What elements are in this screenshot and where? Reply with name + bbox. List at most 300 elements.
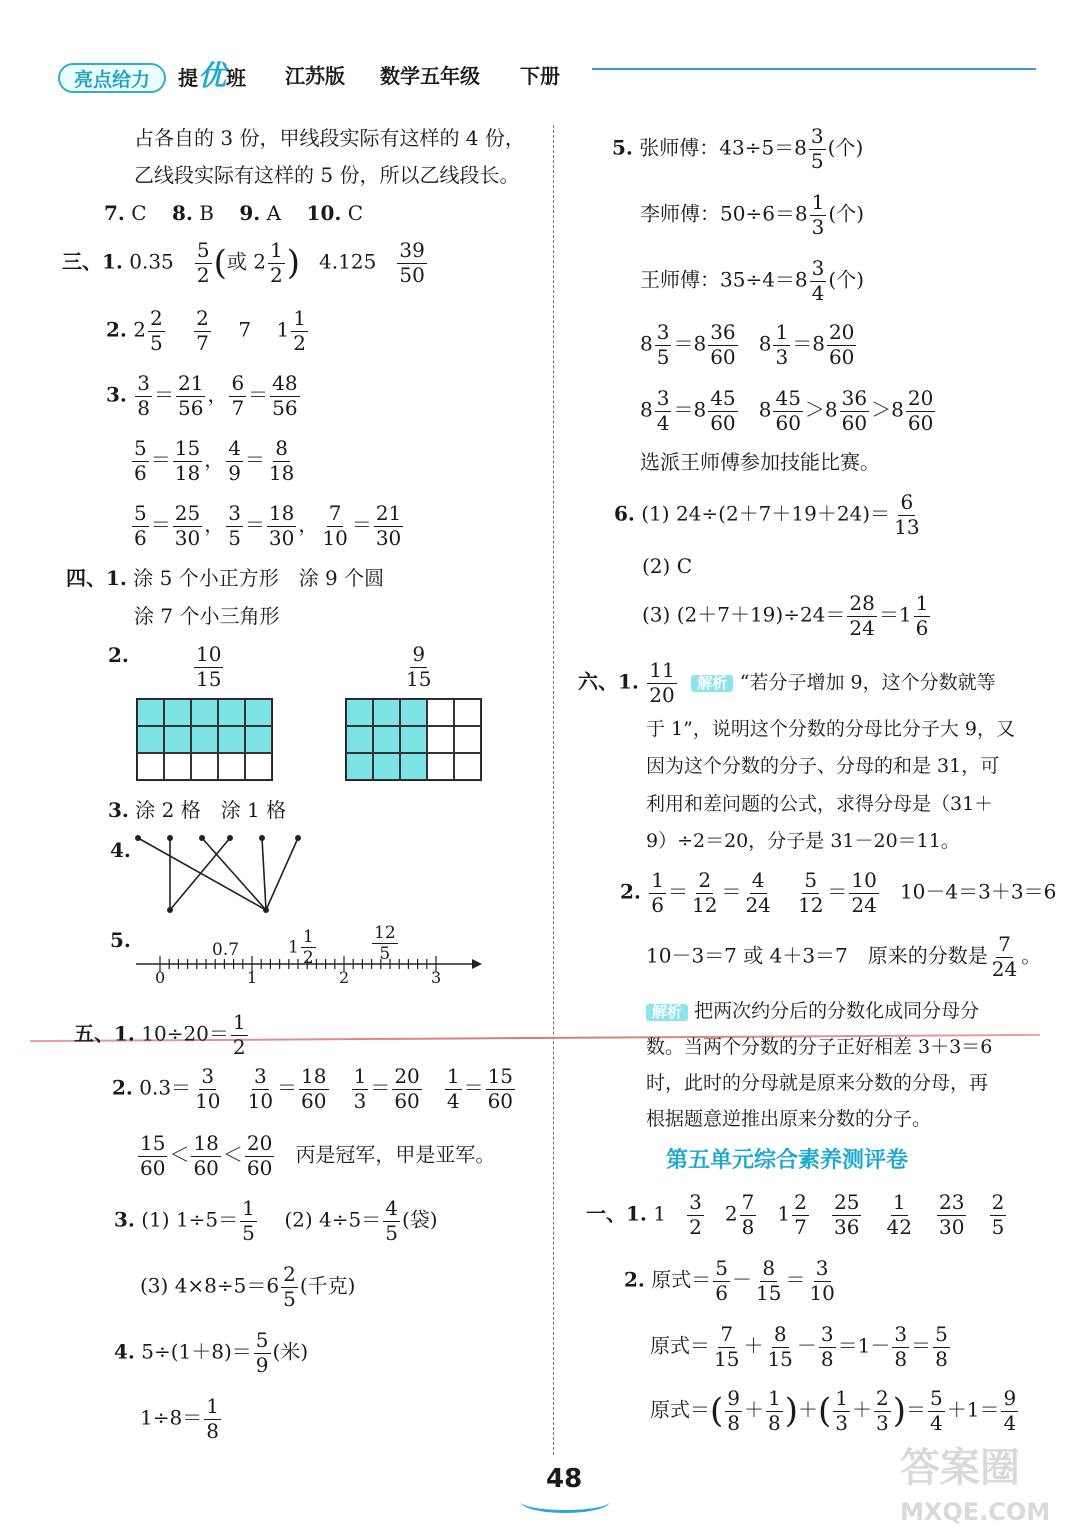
numerator: 1 <box>353 1064 367 1088</box>
s5-q2: 2. 0.3＝ $\frac{3}{10}$ $\frac{3}{10}$ ＝ $\frac{18}{60}$ $\frac{1}{3}$ ＝ $\frac{20}{60}$ $\frac{1}{4}$ ＝ $\frac{15}{60}$ <box>112 1064 514 1113</box>
whole: 1 <box>777 1201 791 1226</box>
numerator: 4 <box>228 436 241 460</box>
denominator: 6 <box>915 615 929 640</box>
denominator: 24 <box>851 892 877 917</box>
equation: (1) 24÷(2＋7＋19＋24)＝ <box>641 501 891 526</box>
grid-cell <box>245 699 272 726</box>
q-num: 4. <box>110 838 131 862</box>
series-part: 优 <box>198 59 227 92</box>
series-part: 提 <box>178 66 198 90</box>
whole: 2 <box>133 317 146 342</box>
numerator: 3 <box>656 386 670 410</box>
q-num: 2. <box>112 1075 133 1100</box>
fraction <box>827 322 856 368</box>
numerator: 1 <box>302 927 314 947</box>
equation: 李师傅：50÷6＝8 <box>640 201 808 226</box>
grid-cell <box>137 699 164 726</box>
analysis-tag: 解析 <box>646 1004 688 1021</box>
numerator: 25 <box>833 1190 860 1214</box>
fraction <box>914 593 931 639</box>
numerator: 1 <box>242 1196 255 1220</box>
denominator: 50 <box>399 262 425 287</box>
denominator: 7 <box>794 1214 807 1239</box>
numerator: 2 <box>991 1190 1005 1214</box>
fraction <box>906 388 935 434</box>
denominator: 5 <box>283 1286 296 1311</box>
numerator: 7 <box>998 932 1011 956</box>
denominator: 10 <box>195 1088 221 1113</box>
numerator: 5 <box>804 868 818 892</box>
fraction <box>267 503 296 549</box>
q-num: 6. <box>614 501 635 526</box>
grid-cell <box>245 753 272 780</box>
grid-cell <box>164 753 191 780</box>
denominator: 3 <box>775 344 789 369</box>
fraction <box>267 438 296 484</box>
grid-cell <box>218 726 245 753</box>
r-q6-p3 <box>642 593 932 639</box>
answer: B <box>199 201 214 225</box>
fraction <box>132 503 149 549</box>
equation: 1÷8＝ <box>140 1405 203 1430</box>
denominator: 24 <box>991 956 1018 981</box>
fraction <box>773 322 790 368</box>
s5-q3 <box>114 1198 438 1244</box>
numerator: 2 <box>698 868 712 892</box>
denominator: 12 <box>691 892 718 917</box>
numerator: 18 <box>268 501 295 525</box>
fraction <box>148 308 165 354</box>
text: “若分子增加 9，这个分数就等 <box>739 671 996 694</box>
r-q5-conclusion: 选派王师傅参加技能比赛。 <box>640 450 880 474</box>
fraction <box>240 1198 257 1244</box>
grid-cell <box>191 726 218 753</box>
fraction <box>740 1192 757 1238</box>
section-label: 三、1. <box>62 249 123 274</box>
numerator: 1 <box>651 868 664 892</box>
r-q6-p1 <box>614 492 924 538</box>
denominator: 18 <box>174 460 201 485</box>
numerator: 1 <box>775 320 789 344</box>
denominator: 4 <box>656 410 670 435</box>
page-number: 48 <box>546 1464 583 1494</box>
equation: 5÷(1＋8)＝ <box>141 1339 252 1364</box>
grid-cell <box>427 699 454 726</box>
text-line: 乙线段实际有这样的 5 份，所以乙线段长。 <box>134 163 520 187</box>
numerator: 1 <box>269 238 283 262</box>
denominator: 8 <box>768 1410 781 1435</box>
fraction <box>849 870 878 916</box>
text: 原式＝ <box>650 1333 710 1358</box>
point-label-1: 0.7 <box>212 940 240 960</box>
grid-cell <box>346 699 373 726</box>
fraction <box>246 1066 275 1112</box>
fraction <box>445 1066 462 1112</box>
numerator: 20 <box>907 386 934 410</box>
fraction <box>708 388 737 434</box>
whole: 2 <box>724 1201 738 1226</box>
text: 。 <box>1021 943 1042 968</box>
r-q5-l4: 8 $\frac{3}{5}$ ＝8 $\frac{36}{60}$ 8 $\frac{1}{3}$ ＝8 $\frac{20}{60}$ <box>640 320 855 369</box>
q-num: 4. <box>114 1339 135 1364</box>
numerator: 1 <box>915 591 929 615</box>
numerator: 8 <box>762 1256 776 1280</box>
denominator: 10 <box>809 1280 835 1305</box>
r-u2-r1: 2. 原式＝ $\frac{5}{6}$ － $\frac{8}{15}$ ＝ $\frac{3}{10}$ <box>624 1256 835 1305</box>
denominator: 12 <box>797 892 824 917</box>
numerator: 1 <box>446 1064 460 1088</box>
fraction <box>937 1192 966 1238</box>
denominator: 6 <box>715 1280 728 1305</box>
equation: 0.3＝ <box>139 1075 192 1100</box>
fraction <box>397 240 426 286</box>
q-num: 10. <box>306 201 342 225</box>
unit-title: 第五单元综合素养测评卷 <box>666 1148 909 1173</box>
denominator: 15 <box>714 1346 740 1371</box>
subject: 数学五年级 <box>380 64 480 88</box>
denominator: 60 <box>487 1088 514 1113</box>
numerator: 18 <box>301 1064 327 1088</box>
answer: C <box>347 201 363 225</box>
text-line: 因为这个分数的分子、分母的和是 31，可 <box>646 755 1000 777</box>
r-u2-r2: 原式＝ $\frac{7}{15}$ ＋ $\frac{8}{15}$ － $\frac{3}{8}$ ＝1－ $\frac{3}{8}$ ＝ $\frac{5}{8}$ <box>650 1322 948 1371</box>
denominator: 9 <box>255 1352 269 1377</box>
numerator: 8 <box>773 1322 787 1346</box>
fraction <box>810 192 827 238</box>
denominator: 4 <box>1003 1410 1017 1435</box>
denominator: 5 <box>810 148 824 173</box>
fraction-label-2 <box>402 644 435 690</box>
denominator: 60 <box>828 344 855 369</box>
numerator: 5 <box>134 436 147 460</box>
denominator: 15 <box>406 666 432 691</box>
tick-label-0: 0 <box>155 968 166 987</box>
fraction <box>892 492 921 538</box>
numerator: 2 <box>283 1262 296 1286</box>
fraction <box>690 870 719 916</box>
fraction <box>383 1198 400 1244</box>
numerator: 9 <box>412 642 426 666</box>
equation: ＝1 <box>878 602 912 627</box>
s3-q2 <box>106 308 310 354</box>
unit: (个) <box>828 201 864 226</box>
numerator: 5 <box>134 501 147 525</box>
denominator: 8 <box>727 1410 740 1435</box>
q-num: 2. <box>108 643 129 667</box>
fraction <box>404 644 433 690</box>
numerator: 21 <box>177 371 204 395</box>
grid-cell <box>454 699 481 726</box>
grid-cell <box>427 753 454 780</box>
whole: 8 <box>812 331 825 356</box>
fraction <box>352 1066 369 1112</box>
denominator: 2 <box>689 1214 702 1239</box>
grid-cell <box>164 699 191 726</box>
watermark-logo: 答案圈 <box>900 1445 1020 1491</box>
tick-label-2: 2 <box>339 968 350 987</box>
fraction <box>226 503 243 549</box>
fraction <box>687 1192 704 1238</box>
series-part: 班 <box>226 66 247 90</box>
q-num: 2. <box>624 1267 645 1292</box>
denominator: 3 <box>876 1410 889 1435</box>
denominator: 5 <box>656 344 670 369</box>
text: 涂 2 格 涂 1 格 <box>135 798 287 822</box>
fraction <box>655 322 672 368</box>
denominator: 3 <box>811 214 825 239</box>
whole: 8 <box>640 331 653 356</box>
s5-q2-compare: $\frac{15}{60}$ ＜ $\frac{18}{60}$ ＜ $\frac{20}{60}$ 丙是冠军，甲是亚军。 <box>140 1131 496 1180</box>
numerator: 45 <box>710 386 736 410</box>
numerator: 2 <box>876 1386 889 1410</box>
s3-q3-r2: $\frac{5}{6}$ ＝ $\frac{15}{18}$ ， $\frac{4}{9}$ ＝ $\frac{8}{18}$ <box>134 436 295 485</box>
numerator: 4 <box>385 1196 398 1220</box>
numerator: 45 <box>775 386 801 410</box>
denominator: 15 <box>767 1346 793 1371</box>
numerator: 3 <box>820 1322 834 1346</box>
denominator: 60 <box>394 1088 420 1113</box>
match-line <box>138 838 266 910</box>
grid-cell <box>400 699 427 726</box>
fraction <box>135 373 152 419</box>
fraction <box>819 1324 836 1370</box>
numerator: 9 <box>1003 1386 1017 1410</box>
numerator: 11 <box>649 658 675 682</box>
denominator: 5 <box>149 330 163 355</box>
fraction <box>486 1066 515 1112</box>
unit: (米) <box>272 1339 309 1364</box>
fraction <box>712 1324 741 1370</box>
numerator: 2 <box>149 306 163 330</box>
text: 把两次约分后的分数化成同分母分 <box>694 1000 980 1022</box>
fraction <box>291 308 308 354</box>
denominator: 24 <box>849 615 875 640</box>
numerator: 15 <box>487 1064 514 1088</box>
fraction <box>725 1388 742 1434</box>
grid-cell <box>454 726 481 753</box>
s5-q3-p3 <box>140 1264 355 1310</box>
whole: 8 <box>640 397 653 422</box>
grid-cell <box>373 753 400 780</box>
fraction <box>132 438 149 484</box>
fraction <box>301 928 316 968</box>
q-num: 7. <box>104 201 125 225</box>
numerator: 3 <box>201 1064 215 1088</box>
numerator: 20 <box>828 320 855 344</box>
fraction <box>892 1324 909 1370</box>
fraction <box>270 373 299 419</box>
fraction <box>833 1388 850 1434</box>
denominator: 56 <box>272 395 298 420</box>
fraction <box>766 1388 783 1434</box>
numerator: 28 <box>849 591 875 615</box>
text-line: 于 1”，说明这个分数的分母比分子大 9，又 <box>646 718 1015 740</box>
denominator: 60 <box>246 1155 273 1180</box>
value: 4.125 <box>319 249 377 274</box>
text-line: 根据题意逆推出原来分数的分子。 <box>646 1108 932 1130</box>
point-label-3 <box>370 924 400 964</box>
grid-cell <box>346 753 373 780</box>
fraction <box>796 870 825 916</box>
numerator: 6 <box>231 371 245 395</box>
fraction <box>176 373 205 419</box>
text-line: 占各自的 3 份，甲线段实际有这样的 4 份， <box>134 126 525 150</box>
grid-cell <box>454 753 481 780</box>
denominator: 2 <box>232 1034 246 1059</box>
watermark-url: MXQE.COM <box>900 1498 1051 1526</box>
numerator: 5 <box>255 1328 269 1352</box>
denominator: 10 <box>322 525 348 550</box>
grid-cell <box>373 726 400 753</box>
denominator: 4 <box>811 280 825 305</box>
text: 原式＝ <box>651 1267 712 1292</box>
fraction <box>374 503 403 549</box>
denominator: 7 <box>196 330 209 355</box>
brand-logo: 亮点给力 <box>58 63 166 93</box>
text-line: 9）÷2＝20，分子是 31－20＝11。 <box>646 830 960 852</box>
q-num: 2. <box>620 879 641 904</box>
fraction <box>792 1192 809 1238</box>
numerator: 36 <box>841 386 868 410</box>
fraction-label-1 <box>192 644 225 690</box>
fraction <box>173 503 202 549</box>
denominator: 5 <box>228 525 241 550</box>
fraction <box>933 1324 950 1370</box>
text: 或 2 <box>226 249 266 274</box>
text-line: 数。当两个分数的分子正好相差 3＋3＝6 <box>646 1036 993 1058</box>
tick-label-1: 1 <box>247 968 258 987</box>
fraction <box>847 593 876 639</box>
fraction <box>204 1396 221 1442</box>
fraction <box>193 1066 222 1112</box>
section-label: 一、1. <box>586 1201 647 1226</box>
numerator: 21 <box>375 501 402 525</box>
grid-cell <box>218 699 245 726</box>
numerator: 25 <box>174 501 201 525</box>
grid-cell <box>346 726 373 753</box>
denominator: 42 <box>886 1214 912 1239</box>
text: 涂 5 个小正方形 涂 9 个圆 <box>133 566 385 590</box>
denominator: 30 <box>375 525 402 550</box>
numerator: 3 <box>894 1322 908 1346</box>
denominator: 8 <box>741 1214 755 1239</box>
numerator: 6 <box>900 490 914 514</box>
equation: 张师傅：43÷5＝8 <box>639 135 807 160</box>
equation: 10÷20＝ <box>141 1021 229 1046</box>
r-q5-l5: 8 $\frac{3}{4}$ ＝8 $\frac{45}{60}$ 8 $\frac{45}{60}$ ＞8 $\frac{36}{60}$ ＞8 $\frac{20}{60}$ <box>640 386 934 435</box>
denominator: 6 <box>134 460 147 485</box>
numerator: 20 <box>246 1131 273 1155</box>
s4-q1-line2: 涂 7 个小三角形 <box>134 604 280 628</box>
denominator: 13 <box>894 514 920 539</box>
header-rule <box>592 68 1036 70</box>
text: 丙是冠军，甲是亚军。 <box>295 1142 496 1167</box>
numerator: 1 <box>232 1010 246 1034</box>
numerator: 39 <box>399 238 425 262</box>
denominator: 15 <box>755 1280 782 1305</box>
denominator: 60 <box>907 410 934 435</box>
mc-answers <box>104 203 363 223</box>
equation: (2) 4÷5＝ <box>284 1207 382 1232</box>
denominator: 6 <box>651 892 664 917</box>
denominator: 60 <box>841 410 868 435</box>
numerator: 7 <box>720 1322 734 1346</box>
fraction <box>832 1192 861 1238</box>
grid-cell <box>218 753 245 780</box>
fraction <box>874 1388 891 1434</box>
r-s6-q2b <box>646 934 1041 980</box>
r-s6-analysis2 <box>646 1002 979 1021</box>
denominator: 5 <box>991 1214 1005 1239</box>
denominator: 30 <box>939 1214 965 1239</box>
fraction <box>809 126 826 172</box>
numerator: 7 <box>328 501 342 525</box>
numerator: 3 <box>656 320 670 344</box>
fraction <box>195 240 212 286</box>
fraction <box>647 660 676 706</box>
numerator: 1 <box>835 1386 848 1410</box>
denominator: 60 <box>301 1088 327 1113</box>
point-label-2 <box>288 928 318 968</box>
denominator: 3 <box>353 1088 367 1113</box>
series-title <box>178 59 247 92</box>
fraction <box>840 388 869 434</box>
denominator: 5 <box>379 944 391 965</box>
fraction <box>194 308 211 354</box>
denominator: 60 <box>140 1155 166 1180</box>
numerator: 10 <box>196 642 222 666</box>
unit: (千克) <box>299 1273 356 1298</box>
numerator: 1 <box>768 1386 781 1410</box>
s5-q4-b <box>140 1396 223 1442</box>
q-num: 2. <box>106 317 127 342</box>
fraction <box>708 322 737 368</box>
equation: 王师傅：35÷4＝8 <box>640 267 808 292</box>
grid-cell <box>191 699 218 726</box>
numerator: 1 <box>206 1394 219 1418</box>
fraction <box>138 1133 167 1179</box>
denominator: 60 <box>193 1155 219 1180</box>
equation: (3) 4×8÷5＝6 <box>140 1273 280 1298</box>
numerator: 15 <box>140 1131 166 1155</box>
equation: (3) (2＋7＋19)÷24＝ <box>642 602 846 627</box>
denominator: 2 <box>196 262 210 287</box>
s4-q3 <box>108 800 286 820</box>
denominator: 2 <box>302 948 314 969</box>
whole: 8 <box>693 331 707 356</box>
fraction <box>194 644 223 690</box>
whole: 8 <box>891 397 904 422</box>
q-num: 3. <box>106 382 127 407</box>
whole: 1 <box>276 317 290 342</box>
fraction <box>254 1330 271 1376</box>
numerator: 7 <box>741 1190 755 1214</box>
page-number-arc <box>520 1490 610 1513</box>
denominator: 4 <box>930 1410 943 1435</box>
denominator: 7 <box>231 395 245 420</box>
fraction <box>320 503 349 549</box>
numerator: 2 <box>794 1190 807 1214</box>
q-num: 3. <box>108 798 129 822</box>
fraction <box>990 1192 1007 1238</box>
fraction <box>173 438 202 484</box>
whole: 8 <box>824 397 838 422</box>
fraction <box>773 388 802 434</box>
r-q5-l3 <box>640 258 864 304</box>
fraction <box>928 1388 945 1434</box>
numerator: 3 <box>689 1190 702 1214</box>
numerator: 3 <box>810 124 824 148</box>
